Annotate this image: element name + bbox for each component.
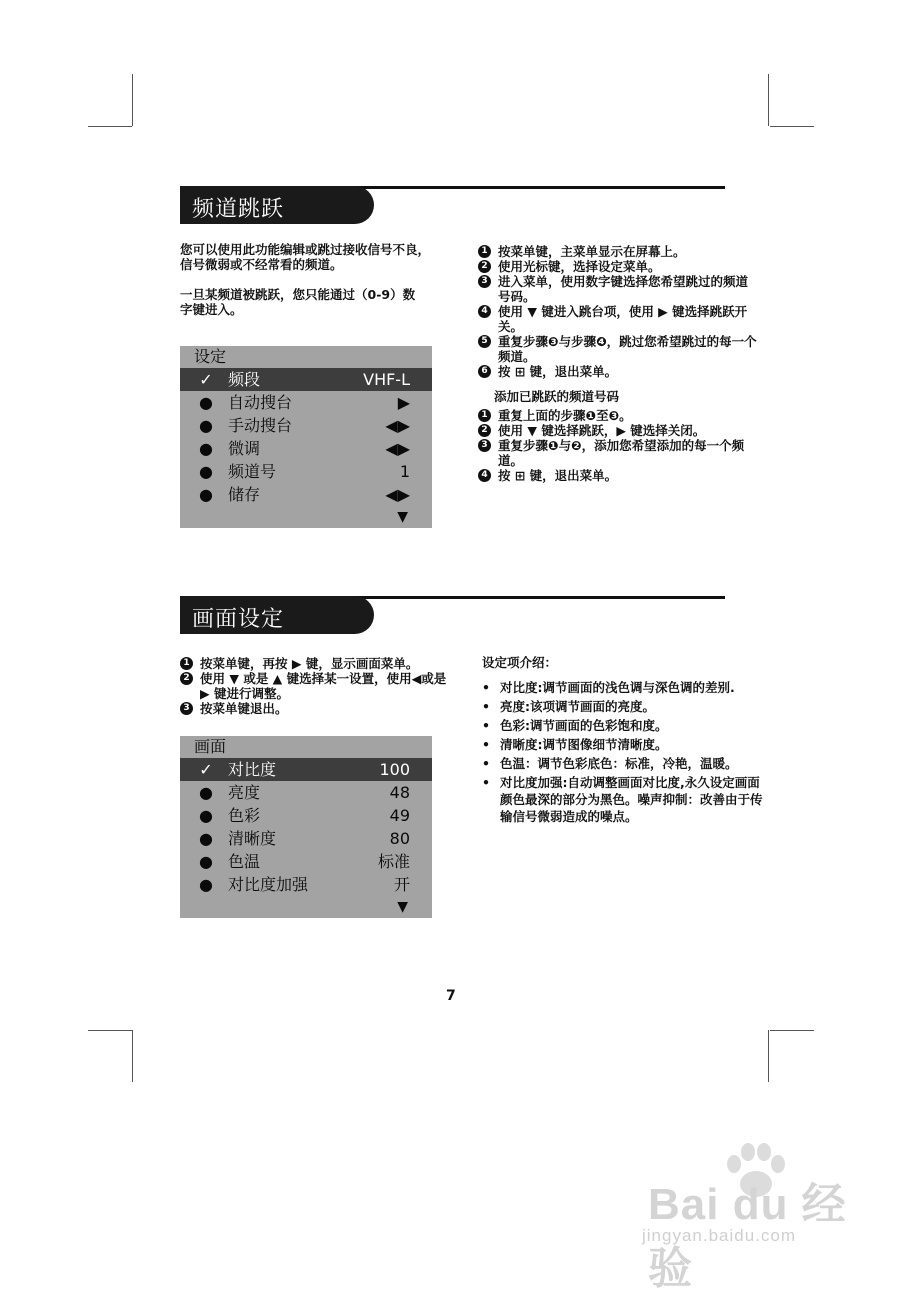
picture-menu-osd [180, 736, 432, 918]
bullet-icon: ● [199, 806, 213, 825]
step-text: 重复步骤❶与❷，添加您希望添加的每一个频道。 [498, 438, 745, 468]
desc-item [482, 698, 772, 715]
crop-mark-bottom-left-h [88, 1030, 132, 1031]
menu-row-label: 自动搜台 [228, 393, 293, 412]
bullet-icon: • [482, 718, 490, 733]
menu-row-label: 微调 [228, 439, 261, 458]
menu-row-value: 100 [379, 760, 410, 779]
menu-footer [180, 896, 432, 918]
step-text: 进入菜单，使用数字键选择您希望跳过的频道号码。 [498, 274, 749, 304]
section-header-channel-skip [180, 186, 725, 224]
desc-text: 色彩:调节画面的色彩饱和度。 [500, 718, 668, 733]
step-number: 2 [478, 424, 491, 437]
menu-row-value: 48 [389, 783, 410, 802]
page-number: 7 [446, 988, 456, 1004]
crop-mark-top-right-v [768, 74, 769, 126]
step-item [180, 701, 450, 716]
intro-spacer [180, 272, 470, 287]
crop-mark-bottom-left-v [132, 1030, 133, 1082]
bullet-icon: ● [199, 783, 213, 802]
menu-title: 设定 [194, 347, 227, 366]
add-step-item [478, 408, 758, 423]
step-text: 按菜单键，主菜单显示在屏幕上。 [498, 244, 686, 259]
step-text: 使用光标键，选择设定菜单。 [498, 259, 661, 274]
menu-row-label: 手动搜台 [228, 416, 293, 435]
add-step-item [478, 423, 758, 438]
bullet-icon: ● [199, 416, 213, 435]
step-item [180, 671, 450, 701]
menu-row-brightness[interactable] [180, 781, 432, 804]
bullet-icon: ● [199, 462, 213, 481]
desc-item [482, 755, 772, 772]
crop-mark-bottom-right-h [770, 1030, 814, 1031]
bullet-icon: ● [199, 829, 213, 848]
step-number: 2 [180, 672, 193, 685]
menu-row-label: 对比度加强 [228, 875, 309, 894]
desc-intro: 设定项介绍： [482, 655, 558, 670]
intro-line: 一旦某频道被跳跃，您只能通过（0-9）数 [180, 287, 416, 302]
arrow-down-icon: ▼ [397, 509, 408, 525]
step-number: 1 [478, 409, 491, 422]
baidu-watermark [640, 1140, 870, 1293]
step-item [478, 259, 758, 274]
menu-row-label: 储存 [228, 485, 261, 504]
bullet-icon: • [482, 737, 490, 752]
menu-row-value: 1 [399, 462, 410, 481]
menu-row-store[interactable] [180, 483, 432, 506]
desc-item [482, 736, 772, 753]
intro-line: 您可以使用此功能编辑或跳过接收信号不良， [180, 242, 431, 257]
menu-row-band[interactable] [180, 368, 432, 391]
picture-steps [180, 656, 450, 716]
desc-item [482, 679, 772, 696]
step-text: 按菜单键退出。 [200, 701, 288, 716]
desc-text: 亮度:该项调节画面的亮度。 [500, 699, 655, 714]
step-number: 4 [478, 469, 491, 482]
step-item [478, 364, 758, 379]
menu-row-manual-search[interactable] [180, 414, 432, 437]
menu-row-auto-search[interactable] [180, 391, 432, 414]
section-title-pill [180, 596, 374, 634]
step-item [478, 304, 758, 334]
desc-text: 清晰度:调节图像细节清晰度。 [500, 737, 668, 752]
bullet-icon: • [482, 775, 490, 790]
section-header-picture-settings [180, 596, 725, 634]
crop-mark-top-right-h [770, 126, 814, 127]
bullet-icon: ● [199, 485, 213, 504]
add-step-item [478, 438, 758, 468]
desc-text: 对比度加强:自动调整画面对比度,永久设定画面颜色最深的部分为黑色。噪声抑制：改善由于传输信号微弱造成的噪点。 [500, 775, 763, 824]
setup-menu-osd [180, 346, 432, 528]
menu-row-sharpness[interactable] [180, 827, 432, 850]
step-text: 使用 ▼ 键选择跳跃，▶ 键选择关闭。 [498, 423, 706, 438]
step-text: 使用 ▼ 或是 ▲ 键选择某一设置，使用◀或是 ▶ 键进行调整。 [200, 671, 447, 701]
menu-row-value: ◀▶ [385, 439, 410, 458]
intro-line: 字键进入。 [180, 302, 243, 317]
menu-row-value: 标准 [377, 852, 410, 871]
bullet-icon: ● [199, 439, 213, 458]
step-number: 5 [478, 335, 491, 348]
desc-item [482, 717, 772, 734]
bullet-icon: ● [199, 393, 213, 412]
crop-mark-top-left-h [88, 126, 132, 127]
menu-title: 画面 [194, 737, 227, 756]
section-title: 频道跳跃 [192, 197, 285, 222]
step-number: 3 [180, 702, 193, 715]
menu-row-color[interactable] [180, 804, 432, 827]
step-number: 3 [478, 439, 491, 452]
watermark-url: jingyan.baidu.com [642, 1226, 797, 1245]
section-title-pill [180, 186, 374, 224]
watermark-brand: Bai du 经验 [648, 1180, 847, 1293]
menu-row-value: 开 [393, 875, 410, 894]
step-text: 重复上面的步骤❶至❸。 [498, 408, 632, 423]
menu-row-value: ◀▶ [385, 416, 410, 435]
step-number: 3 [478, 275, 491, 288]
step-number: 2 [478, 260, 491, 273]
channel-skip-intro [180, 242, 470, 317]
menu-row-contrast[interactable] [180, 758, 432, 781]
step-number: 1 [478, 245, 491, 258]
bullet-icon: • [482, 680, 490, 695]
menu-row-label: 对比度 [228, 760, 277, 779]
step-item [180, 656, 450, 671]
bullet-icon: ● [199, 875, 213, 894]
crop-mark-top-left-v [132, 74, 133, 126]
step-number: 1 [180, 657, 193, 670]
menu-row-fine-tune[interactable] [180, 437, 432, 460]
picture-settings-descriptions [482, 654, 772, 827]
channel-skip-steps [478, 244, 758, 483]
arrow-down-icon: ▼ [397, 899, 408, 915]
menu-row-label: 亮度 [228, 783, 261, 802]
step-item [478, 244, 758, 259]
desc-text: 色温：调节色彩底色：标准，冷艳，温暖。 [500, 756, 738, 771]
desc-item [482, 774, 772, 825]
menu-row-contrast-enhance[interactable] [180, 873, 432, 896]
check-icon: ✓ [199, 370, 213, 389]
step-text: 按菜单键，再按 ▶ 键，显示画面菜单。 [200, 656, 419, 671]
step-number: 4 [478, 305, 491, 318]
menu-row-value: ◀▶ [385, 485, 410, 504]
section-title: 画面设定 [192, 607, 285, 632]
step-text: 使用 ▼ 键进入跳台项，使用 ▶ 键选择跳跃开关。 [498, 304, 748, 334]
step-text: 按 ⊞ 键，退出菜单。 [498, 364, 618, 379]
crop-mark-bottom-right-v [768, 1030, 769, 1082]
menu-row-label: 频道号 [228, 462, 277, 481]
step-item [478, 274, 758, 304]
menu-row-label: 色温 [228, 852, 261, 871]
step-number: 6 [478, 365, 491, 378]
menu-row-label: 色彩 [228, 806, 261, 825]
bullet-icon: • [482, 699, 490, 714]
menu-row-value: ▶ [397, 393, 410, 412]
add-step-item [478, 468, 758, 483]
menu-row-color-temp[interactable] [180, 850, 432, 873]
menu-footer [180, 506, 432, 528]
menu-row-value: 49 [389, 806, 410, 825]
step-text: 重复步骤❸与步骤❹，跳过您希望跳过的每一个频道。 [498, 334, 757, 364]
menu-row-value: VHF-L [363, 370, 410, 389]
step-text: 按 ⊞ 键，退出菜单。 [498, 468, 618, 483]
menu-row-label: 频段 [228, 370, 261, 389]
intro-line: 信号微弱或不经常看的频道。 [180, 257, 343, 272]
desc-text: 对比度:调节画面的浅色调与深色调的差别. [500, 680, 735, 695]
menu-row-value: 80 [389, 829, 410, 848]
step-item [478, 334, 758, 364]
check-icon: ✓ [199, 760, 213, 779]
menu-row-label: 清晰度 [228, 829, 277, 848]
add-skipped-heading: 添加已跳跃的频道号码 [494, 389, 620, 404]
bullet-icon: • [482, 756, 490, 771]
menu-row-channel-number[interactable] [180, 460, 432, 483]
bullet-icon: ● [199, 852, 213, 871]
